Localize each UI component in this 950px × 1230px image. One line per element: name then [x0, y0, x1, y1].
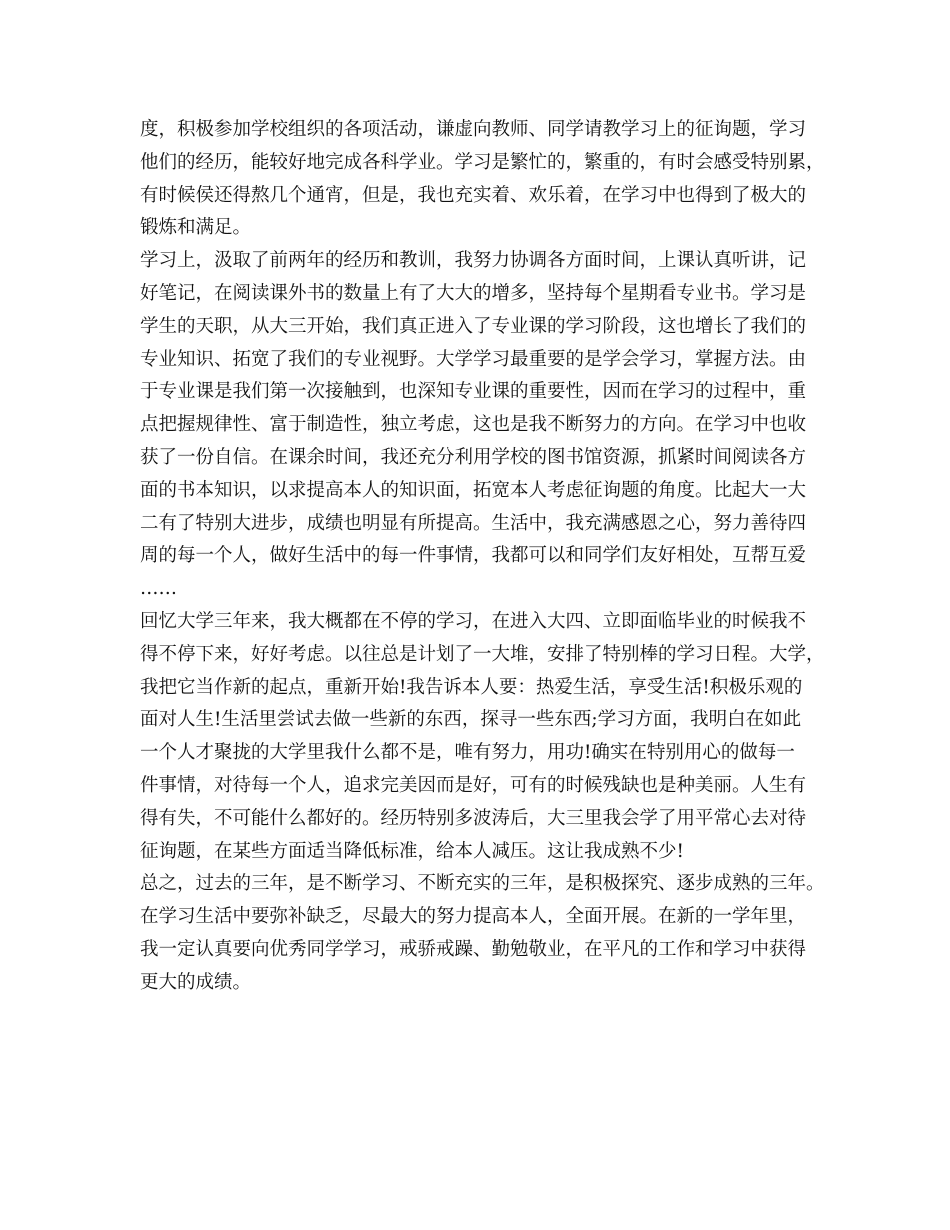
text-line: 征询题，在某些方面适当降低标准，给本人减压。这让我成熟不少!: [140, 840, 684, 862]
text-line: 面对人生!生活里尝试去做一些新的东西，探寻一些东西;学习方面，我明白在如此: [140, 709, 802, 731]
text-line: 得有失，不可能什么都好的。经历特别多波涛后，大三里我会学了用平常心去对待: [140, 807, 807, 829]
text-line: 点把握规律性、富于制造性，独立考虑，这也是我不断努力的方向。在学习中也收: [140, 414, 807, 436]
text-line: 他们的经历，能较好地完成各科学业。学习是繁忙的，繁重的，有时会感受特别累，: [140, 151, 825, 173]
text-line: 专业知识、拓宽了我们的专业视野。大学学习最重要的是学会学习，掌握方法。由: [140, 348, 807, 370]
text-line: 度，积极参加学校组织的各项活动，谦虚向教师、同学请教学习上的征询题，学习: [140, 119, 807, 140]
text-line: ……: [140, 578, 177, 600]
text-line: 二有了特别大进步，成绩也明显有所提高。生活中，我充满感恩之心，努力善待四: [140, 512, 807, 534]
text-line: 我一定认真要向优秀同学学习，戒骄戒躁、勤勉敬业，在平凡的工作和学习中获得: [140, 938, 807, 960]
text-line: 好笔记，在阅读课外书的数量上有了大大的增多，坚持每个星期看专业书。学习是: [140, 282, 807, 304]
text-line: 有时候侯还得熬几个通宵，但是，我也充实着、欢乐着，在学习中也得到了极大的: [140, 184, 807, 206]
text-line: 我把它当作新的起点，重新开始!我告诉本人要：热爱生活，享受生活!积极乐观的: [140, 676, 803, 698]
text-line: 一个人才聚拢的大学里我什么都不是，唯有努力，用功!确实在特别用心的做每一: [140, 742, 795, 764]
text-line: 面的书本知识，以求提高本人的知识面，拓宽本人考虑征询题的角度。比起大一大: [140, 479, 807, 501]
text-line: 总之，过去的三年，是不断学习、不断充实的三年，是积极探究、逐步成熟的三年。: [140, 873, 825, 895]
text-line: 回忆大学三年来，我大概都在不停的学习，在进入大四、立即面临毕业的时候我不: [140, 610, 807, 632]
text-line: 锻炼和满足。: [140, 217, 252, 239]
text-line: 学生的天职，从大三开始，我们真正进入了专业课的学习阶段，这也增长了我们的: [140, 315, 807, 337]
document-body: [140, 114, 830, 1000]
text-line: 获了一份自信。在课余时间，我还充分利用学校的图书馆资源，抓紧时间阅读各方: [140, 446, 807, 468]
text-line: 更大的成绩。: [140, 971, 252, 993]
text-line: 学习上，汲取了前两年的经历和教训，我努力协调各方面时间，上课认真听讲，记: [140, 250, 807, 272]
text-line: 得不停下来，好好考虑。以往总是计划了一大堆，安排了特别棒的学习日程。大学，: [140, 643, 825, 665]
text-line: 件事情，对待每一个人，追求完美因而是好，可有的时候残缺也是种美丽。人生有: [140, 774, 807, 796]
text-line: 于专业课是我们第一次接触到，也深知专业课的重要性，因而在学习的过程中，重: [140, 381, 807, 403]
text-line: 在学习生活中要弥补缺乏，尽最大的努力提高本人，全面开展。在新的一学年里，: [140, 906, 807, 928]
text-line: 周的每一个人，做好生活中的每一件事情，我都可以和同学们友好相处，互帮互爱: [140, 545, 807, 567]
